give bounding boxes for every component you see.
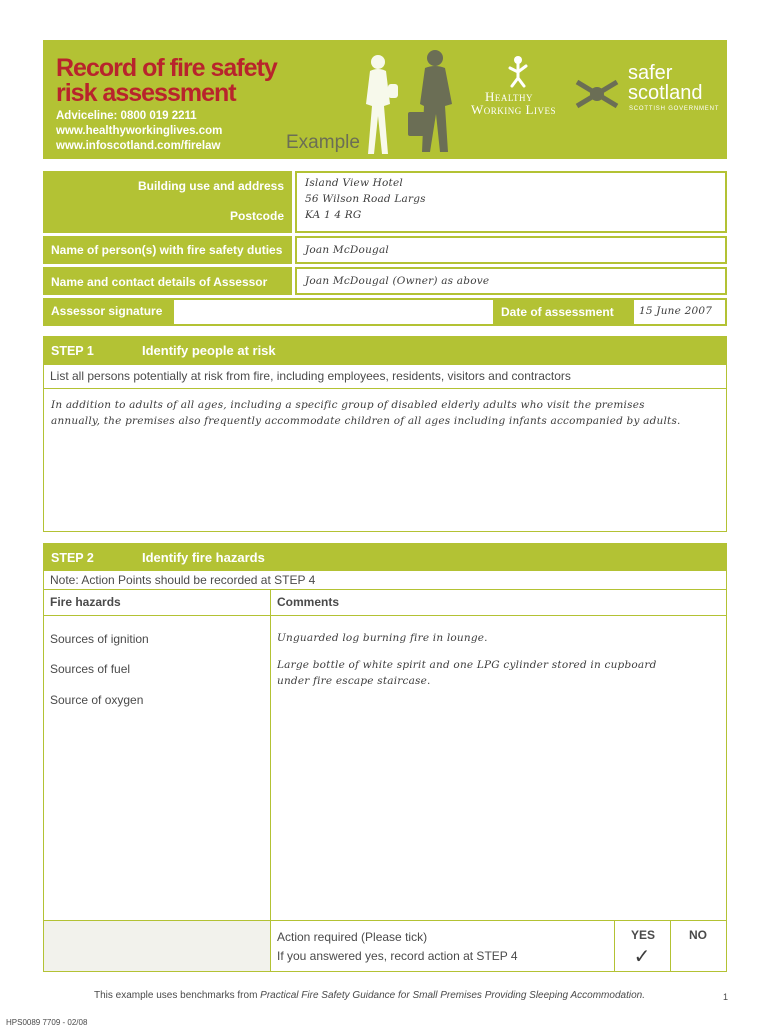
url-healthyworkinglives: www.healthyworkinglives.com xyxy=(56,125,223,137)
duties-value: Joan McDougal xyxy=(305,244,389,256)
page-number: 1 xyxy=(723,992,729,1002)
yes-divider xyxy=(614,921,615,971)
date-label: Date of assessment xyxy=(501,305,614,319)
hazard-sources-of-fuel: Sources of fuel xyxy=(50,662,131,676)
signature-label: Assessor signature xyxy=(51,304,163,318)
safer-text: safer xyxy=(628,62,673,84)
no-checkbox[interactable] xyxy=(680,944,716,968)
step1-title: Identify people at risk xyxy=(142,343,276,358)
step2-header xyxy=(44,544,726,571)
hwl-line1: Healthy xyxy=(485,89,534,104)
assessor-label: Name and contact details of Assessor xyxy=(51,275,268,289)
step1-header xyxy=(44,337,726,365)
fire-hazards-column-header: Fire hazards xyxy=(50,595,121,609)
adviceline: Adviceline: 0800 019 2211 xyxy=(56,110,197,122)
scotland-text: scotland xyxy=(628,82,703,104)
address-line2: 56 Wilson Road Largs xyxy=(305,193,426,205)
footer-note xyxy=(94,990,645,1001)
hazard-sources-of-ignition: Sources of ignition xyxy=(50,632,149,646)
yes-checkbox[interactable] xyxy=(624,944,660,968)
date-field[interactable] xyxy=(634,300,725,324)
footer-prefix: This example uses benchmarks from xyxy=(94,990,261,1001)
saltire-emblem-icon xyxy=(573,74,621,114)
postcode-value: KA 1 4 RG xyxy=(305,209,362,221)
header-divider xyxy=(44,615,726,616)
duties-label-cell xyxy=(43,236,292,264)
comment-ignition[interactable]: Unguarded log burning fire in lounge. xyxy=(277,632,488,644)
comments-column-header: Comments xyxy=(277,595,340,609)
signature-field[interactable] xyxy=(174,300,493,324)
address-field[interactable] xyxy=(295,171,727,233)
step1-number: STEP 1 xyxy=(51,344,94,358)
building-address-label-cell xyxy=(43,171,292,233)
action-label-gray-cell xyxy=(44,921,270,971)
step1-answer[interactable]: In addition to adults of all ages, including a specific group of disabled elderly adults who visit the premises annually, the premises also frequently accommodate children of all ages including infants accompanied by adults. xyxy=(51,399,681,427)
address-line1: Island View Hotel xyxy=(305,177,403,189)
assessor-label-cell xyxy=(43,267,292,295)
step2-section xyxy=(43,543,727,972)
header-banner xyxy=(43,40,727,159)
building-use-label: Building use and address xyxy=(137,179,284,193)
duties-field[interactable] xyxy=(295,236,727,264)
document-code: HPS0089 7709 - 02/08 xyxy=(6,1018,88,1027)
yes-column-header: YES xyxy=(631,928,656,942)
step2-note: Note: Action Points should be recorded at STEP 4 xyxy=(50,573,316,587)
comment-fuel[interactable]: Large bottle of white spirit and one LPG cylinder stored in cupboard under fire escape staircase. xyxy=(277,659,657,687)
url-infoscotland: www.infoscotland.com/firelaw xyxy=(56,140,221,152)
step2-title: Identify fire hazards xyxy=(142,550,265,565)
example-label: Example xyxy=(286,132,360,153)
healthy-working-lives-logo-icon xyxy=(503,52,533,88)
date-value: 15 June 2007 xyxy=(639,305,713,317)
note-divider xyxy=(44,589,726,590)
hazard-source-of-oxygen: Source of oxygen xyxy=(50,693,144,707)
step1-section xyxy=(43,336,727,532)
footer-guidance-title: Practical Fire Safety Guidance for Small Premises Providing Sleeping Accommodation. xyxy=(260,990,645,1001)
assessor-value: Joan McDougal (Owner) as above xyxy=(305,275,490,287)
title-line2: risk assessment xyxy=(56,79,236,107)
people-silhouette-image xyxy=(348,44,468,159)
step1-instruction: List all persons potentially at risk from fire, including employees, residents, visitors and contractors xyxy=(50,369,571,383)
tick-icon: ✓ xyxy=(633,946,651,968)
postcode-label: Postcode xyxy=(229,209,284,223)
title-line1: Record of fire safety xyxy=(56,54,277,82)
action-required-label: Action required (Please tick) xyxy=(277,930,428,944)
step2-number: STEP 2 xyxy=(51,551,94,565)
step1-divider xyxy=(44,388,726,389)
signature-date-row xyxy=(43,298,727,326)
no-divider xyxy=(670,921,671,971)
action-followup-label: If you answered yes, record action at STEP 4 xyxy=(277,949,518,963)
no-column-header: NO xyxy=(689,928,707,942)
scottish-government-text: SCOTTISH GOVERNMENT xyxy=(629,106,720,112)
assessor-field[interactable] xyxy=(295,267,727,295)
hwl-line2: Working Lives xyxy=(471,102,556,117)
duties-label: Name of person(s) with fire safety duties xyxy=(51,243,283,257)
column-divider xyxy=(270,590,271,971)
